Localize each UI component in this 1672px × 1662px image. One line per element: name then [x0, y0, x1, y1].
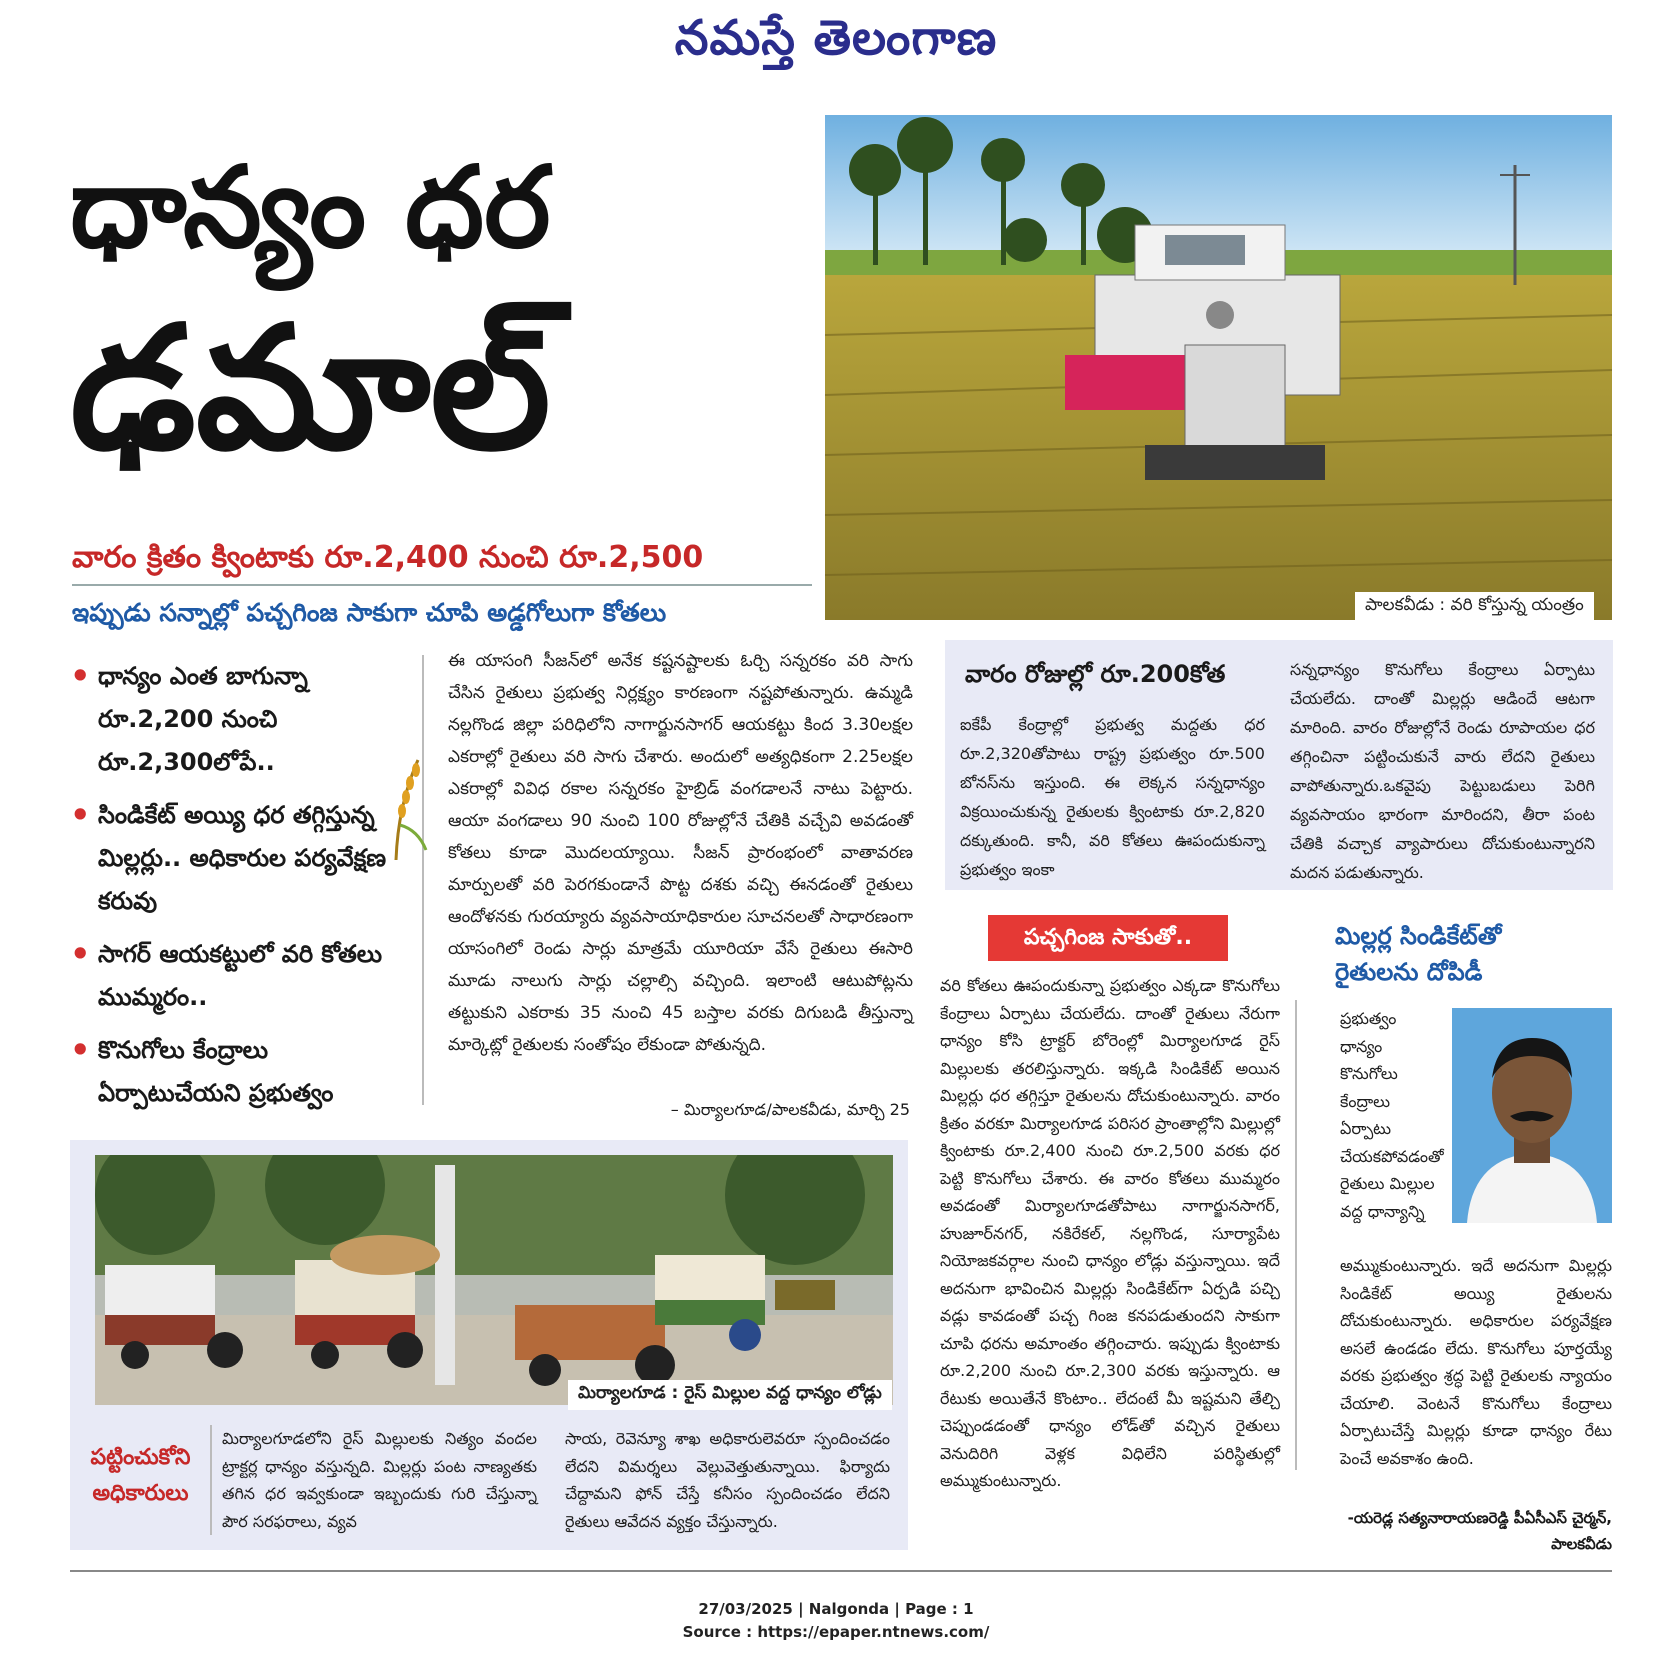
bullet-item: • సిండికేట్ అయ్యి ధర తగ్గిస్తున్న మిల్లర్లు.. అధికారుల పర్యవేక్షణ కరువు	[70, 794, 410, 923]
highlights-list	[70, 655, 410, 1125]
footer-date-line: 27/03/2025 | Nalgonda | Page : 1	[698, 1600, 974, 1618]
bullet-item: • ధాన్యం ఎంత బాగున్నా రూ.2,200 నుంచి రూ.2,300లోపే..	[70, 655, 410, 784]
paddy-icon	[388, 755, 428, 865]
pacha-text: వరి కోతలు ఊపందుకున్నా ప్రభుత్వం ఎక్కడా కొనుగోలు కేంద్రాలు ఏర్పాటు చేయలేదు. దాంతో రైతులు నేరుగా ధాన్యం కోసి ట్రాక్టర్ బోరెంల్లో మిర్యాలగూడ రైస్ మిల్లులకు తరలిస్తున్నారు. ఇక్కడి సిండికేట్ అయిన మిల్లర్లు ధర తగ్గిస్తూ రైతులను దోచుకుంటున్నారు. వారం క్రితం వరకూ మిర్యాలగూడ పరిసర ప్రాంతాల్లోని మిల్లుల్లో క్వింటాకు రూ.2,400 నుంచి రూ.2,500 వరకు ధర పెట్టి కొనుగోలు చేశారు. ఈ వారం కోతలు ముమ్మరం అవడంతో మిర్యాలగూడతోపాటు నాగార్జునసాగర్, హుజూర్‌నగర్, నకిరేకల్, నల్లగొండ, సూర్యాపేట నియోజకవర్గాల నుంచి ధాన్యం లోడ్లు వస్తున్నాయి. ఇదే అదనుగా భావించిన మిల్లర్లు సిండికేట్‌గా ఏర్పడి పచ్చి వడ్లు కావడంతో పచ్చ గింజ కనపడుతుందని సాకుగా చూపి ధరను అమాంతం తగ్గించారు. ఇప్పుడు క్వింటాకు రూ.2,200 నుంచి రూ.2,300 వరకు ఇస్తున్నారు. ఆ రేటుకు అయితేనే కొంటాం.. లేదంటే మీ ఇష్టమని తేల్చి చెప్పుండడంతో ధాన్యం లోడ్‌తో వచ్చిన రైతులు వెనుదిరిగి వెళ్లక విధిలేని పరిస్థితుల్లో అమ్ముకుంటున్నారు.	[940, 976, 1280, 1490]
millers-text-side: ప్రభుత్వం ధాన్యం కొనుగోలు కేంద్రాలు ఏర్పాటు చేయకపోవడంతో రైతులు మిల్లుల వద్ద ధాన్యాన్ని	[1340, 1009, 1444, 1221]
chairman-photo	[1452, 1008, 1612, 1223]
millers-heading: మిల్లర్ల సిండికేట్‌తో రైతులను దోపిడీ	[1335, 922, 1502, 986]
harvester-illustration	[825, 115, 1612, 620]
officials-col2: సాయ, రెవెన్యూ శాఖ అధికారులెవరూ స్పందించడం లేదని విమర్శలు వెల్లువెత్తుతున్నాయి. ఫిర్యాదు చేద్దామని ఫోన్ చేస్తే కనీసం స్పందించడం లేదని రైతులు ఆవేదన వ్యక్తం చేస్తున్నారు.	[565, 1429, 890, 1531]
harvester-photo	[825, 115, 1612, 620]
headline-line2: ఢమాల్	[70, 290, 551, 488]
millers-quote-by: -యరెడ్ల సత్యనారాయణరెడ్డి పీఏసీఎస్ చైర్మన్, పాలకవీడు	[1347, 1509, 1612, 1553]
pacha-label: పచ్చగింజ సాకుతో..	[988, 915, 1228, 961]
millers-text: అమ్ముకుంటున్నారు. ఇదే అదనుగా మిల్లర్లు సిండికేట్ అయ్యి రైతులను దోచుకుంటున్నారు. అధికారుల పర్యవేక్షణ అసలే ఉండడం లేదు. కొనుగోలు పూర్తయ్యే వరకు ప్రభుత్వం శ్రద్ధ పెట్టి రైతులకు న్యాయం చేయాలి. వెంటనే కొనుగోలు కేంద్రాలు ఏర్పాటుచేస్తే మిల్లర్లు కూడా ధాన్యం రేటు పెంచే అవకాశం ఉంది.	[1340, 1256, 1612, 1468]
subhead-red: వారం క్రితం క్వింటాకు రూ.2,400 నుంచి రూ.2,500	[72, 540, 704, 575]
headline-line1: ధాన్యం ధర	[70, 143, 551, 273]
price-cut-col2: సన్నధాన్యం కొనుగోలు కేంద్రాలు ఏర్పాటు చేయలేదు. దాంతో మిల్లర్లు ఆడిందే ఆటగా మారింది. వారం రోజుల్లోనే రెండు రూపాయల ధర తగ్గించినా పట్టించుకునే వారు లేదని రైతులు వాపోతున్నారు.ఒకవైపు పెట్టుబడులు పెరిగి వ్యవసాయం భారంగా మారిందని, తీరా పంట చేతికి వచ్చాక వ్యాపారులు దోచుకుంటున్నారని మదన పడుతున్నారు.	[1290, 660, 1595, 882]
top-photo-caption: పాలకవీడు : వరి కోస్తున్న యంత్రం	[1355, 592, 1594, 622]
column-divider-3	[210, 1425, 212, 1535]
column-divider-2	[1295, 1000, 1297, 1470]
divider	[72, 584, 812, 586]
bottom-photo-caption: మిర్యాలగూడ : రైస్ మిల్లుల వద్ద ధాన్యం లోడ్లు	[568, 1380, 892, 1410]
bullet-item: • సాగర్ ఆయకట్టులో వరి కోతలు ముమ్మరం..	[70, 933, 410, 1019]
footer-rule	[70, 1570, 1612, 1572]
price-cut-title: వారం రోజుల్లో రూ.200కోత	[965, 660, 1226, 688]
column-divider	[422, 655, 424, 1105]
price-cut-col1: ఐకేపీ కేంద్రాల్లో ప్రభుత్వ మద్దతు ధర రూ.2,320తోపాటు రాష్ట్ర ప్రభుత్వం రూ.500 బోనస్‌ను ఇస్తుంది. ఈ లెక్కన సన్నధాన్యం విక్రయించుకున్న రైతులకు క్వింటాకు రూ.2,820 దక్కుతుంది. కానీ, వరి కోతలు ఊపందుకున్నా ప్రభుత్వం ఇంకా	[960, 715, 1265, 879]
footer-source-line: Source : https://epaper.ntnews.com/	[682, 1623, 990, 1641]
subhead-blue: ఇప్పుడు సన్నాల్లో పచ్చగింజ సాకుగా చూపి అడ్డగోలుగా కోతలు	[72, 598, 667, 627]
lead-article-text: ఈ యాసంగి సీజన్‌లో అనేక కష్టనష్టాలకు ఓర్చి సన్నరకం వరి సాగు చేసిన రైతులు ప్రభుత్వ నిర్లక్ష్యం కారణంగా నష్టపోతున్నారు. ఉమ్మడి నల్లగొండ జిల్లా పరిధిలోని నాగార్జునసాగర్ ఆయకట్టు కింద 3.30లక్షల ఎకరాల్లో రైతులు వరి సాగు చేశారు. అందులో అత్యధికంగా 2.25లక్షల ఎకరాల్లో వివిధ రకాల సన్నరకం హైబ్రిడ్ వంగడాలనే నాటు పెట్టారు. ఆయా వంగడాలు 90 నుంచి 100 రోజుల్లోనే చేతికి వచ్చేవి అవడంతో కోతలు కూడా మొదలయ్యాయి. సీజన్ ప్రారంభంలో వాతావరణ మార్పులతో వరి పెరగకుండానే పొట్ట దశకు వచ్చి ఈనడంతో రైతులు ఆందోళనకు గురయ్యారు వ్యవసాయాధికారుల సూచనలతో సాధారణంగా యాసంగిలో రెండు సార్లు మాత్రమే యూరియా వేసే రైతులు ఈసారి మూడు నాలుగు సార్లు చల్లాల్సి వచ్చింది. ఇలాంటి ఆటుపోట్లను తట్టుకుని ఎకరాకు 35 నుంచి 45 బస్తాల వరకు దిగుబడి తీస్తున్నా మార్కెట్లో రైతులకు సంతోషం లేకుండా పోతున్నది.	[448, 651, 913, 1055]
officials-col1: మిర్యాలగూడలోని రైస్ మిల్లులకు నిత్యం వందల ట్రాక్టర్ల ధాన్యం వస్తున్నది. మిల్లర్లు పంట నాణ్యతకు తగిన ధర ఇవ్వకుండా ఇబ్బందుకు గురి చేస్తున్నా పౌర సరఫరాలు, వ్యవ	[222, 1429, 537, 1531]
lead-dateline: – మిర్యాలగూడ/పాలకవీడు, మార్చి 25	[670, 1100, 910, 1119]
masthead: నమస్తే తెలంగాణ	[674, 10, 998, 66]
tractors-photo	[95, 1155, 893, 1405]
bullet-item: • కొనుగోలు కేంద్రాలు ఏర్పాటుచేయని ప్రభుత్వం	[70, 1029, 410, 1115]
officials-label: పట్టించుకోని అధికారులు	[90, 1445, 191, 1506]
